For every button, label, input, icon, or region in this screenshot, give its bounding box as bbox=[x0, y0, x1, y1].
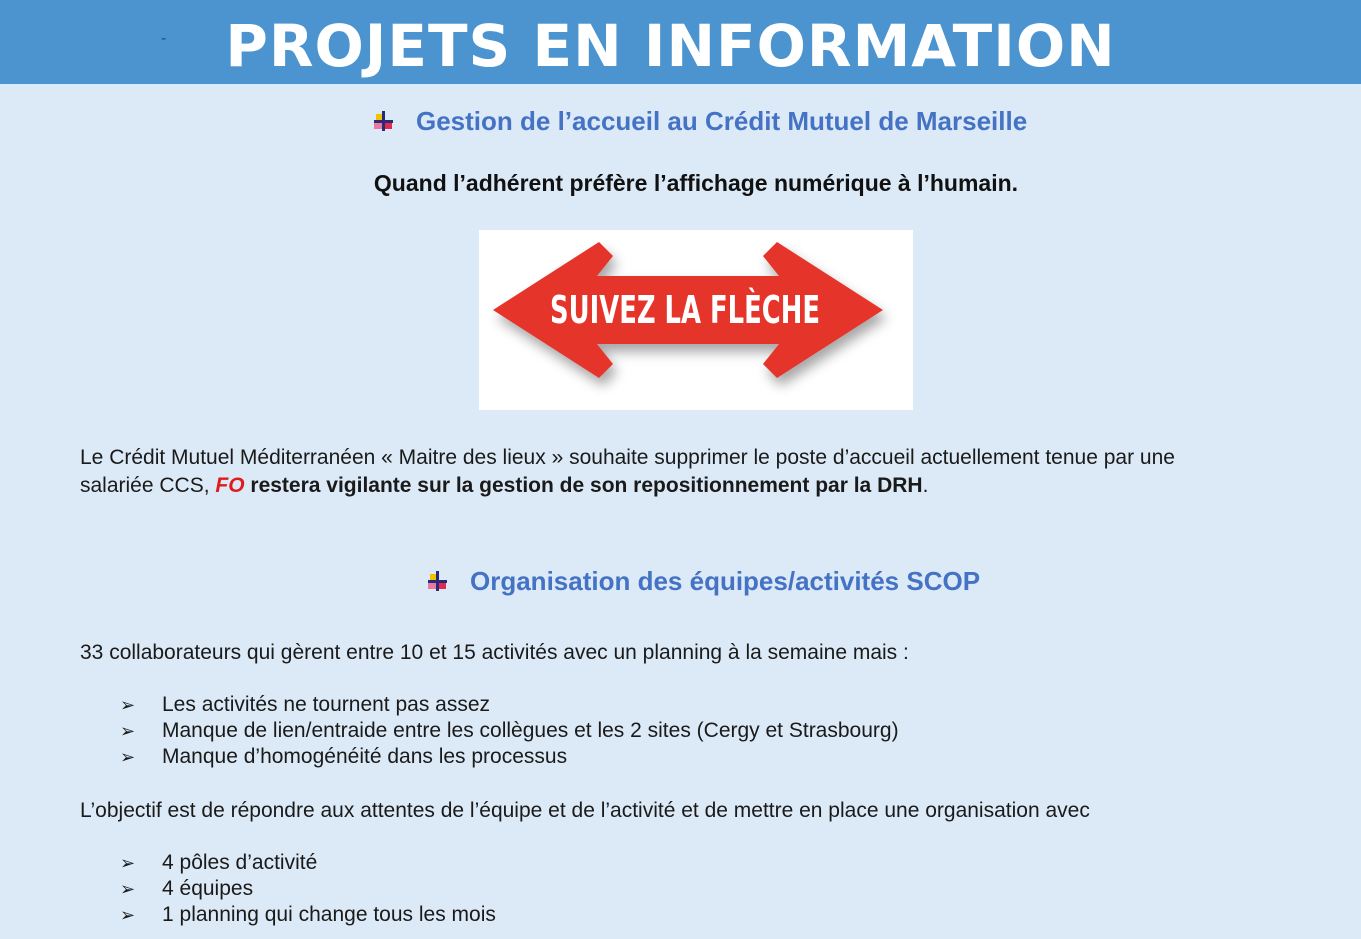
arrow-bullet-icon: ➢ bbox=[120, 905, 136, 925]
para-end: . bbox=[922, 474, 929, 497]
fo-highlight: FO bbox=[215, 474, 245, 497]
arrow-bullet-icon: ➢ bbox=[120, 747, 136, 767]
list-item bbox=[120, 850, 496, 876]
banner-dash: - bbox=[161, 30, 167, 47]
problems-list bbox=[120, 692, 899, 770]
accueil-paragraph-line2 bbox=[80, 472, 1175, 500]
scop-intro: 33 collaborateurs qui gèrent entre 10 et 15 activités avec un planning à la semaine mais : bbox=[80, 641, 909, 664]
arrow-bullet-icon: ➢ bbox=[120, 721, 136, 741]
section-bullet-icon bbox=[426, 570, 448, 592]
arrow-bullet-icon: ➢ bbox=[120, 879, 136, 899]
list-item bbox=[120, 692, 899, 718]
list-item bbox=[120, 718, 899, 744]
list-item-text: 1 planning qui change tous les mois bbox=[162, 903, 496, 926]
list-item bbox=[120, 876, 496, 902]
arrow-bullet-icon: ➢ bbox=[120, 853, 136, 873]
arrow-image-text: SUIVEZ LA FLÈCHE bbox=[550, 288, 820, 332]
section-title-text: Gestion de l’accueil au Crédit Mutuel de Marseille bbox=[416, 106, 1028, 136]
accueil-paragraph bbox=[80, 444, 1175, 500]
list-item-text: Manque de lien/entraide entre les collègues et les 2 sites (Cergy et Strasbourg) bbox=[162, 719, 899, 742]
arrow-bullet-icon: ➢ bbox=[120, 695, 136, 715]
list-item-text: Les activités ne tournent pas assez bbox=[162, 693, 491, 716]
accueil-paragraph-line1: Le Crédit Mutuel Méditerranéen « Maitre des lieux » souhaite supprimer le poste d’accueil actuellement tenue par une bbox=[80, 446, 1175, 469]
scop-objective: L’objectif est de répondre aux attentes de l’équipe et de l’activité et de mettre en place une organisation avec bbox=[80, 799, 1090, 822]
section-title-accueil bbox=[372, 106, 1027, 137]
section-title-scop bbox=[426, 566, 980, 597]
arrow-image bbox=[479, 230, 913, 410]
organisation-list bbox=[120, 850, 496, 928]
list-item-text: 4 pôles d’activité bbox=[162, 851, 318, 874]
page-title: PROJETS EN INFORMATION bbox=[225, 12, 1116, 80]
section-subtitle: Quand l’adhérent préfère l’affichage numérique à l’humain. bbox=[373, 170, 1019, 196]
list-item-text: 4 équipes bbox=[162, 877, 254, 900]
list-item bbox=[120, 902, 496, 928]
section-bullet-icon bbox=[372, 110, 394, 132]
header-banner bbox=[0, 0, 1361, 84]
list-item-text: Manque d’homogénéité dans les processus bbox=[162, 745, 568, 768]
double-arrow-icon bbox=[479, 230, 913, 410]
para-bold-text: restera vigilante sur la gestion de son repositionnement par la DRH bbox=[244, 474, 923, 497]
para-text: salariée CCS, bbox=[80, 474, 216, 497]
list-item bbox=[120, 744, 899, 770]
section-title-text: Organisation des équipes/activités SCOP bbox=[470, 566, 981, 596]
